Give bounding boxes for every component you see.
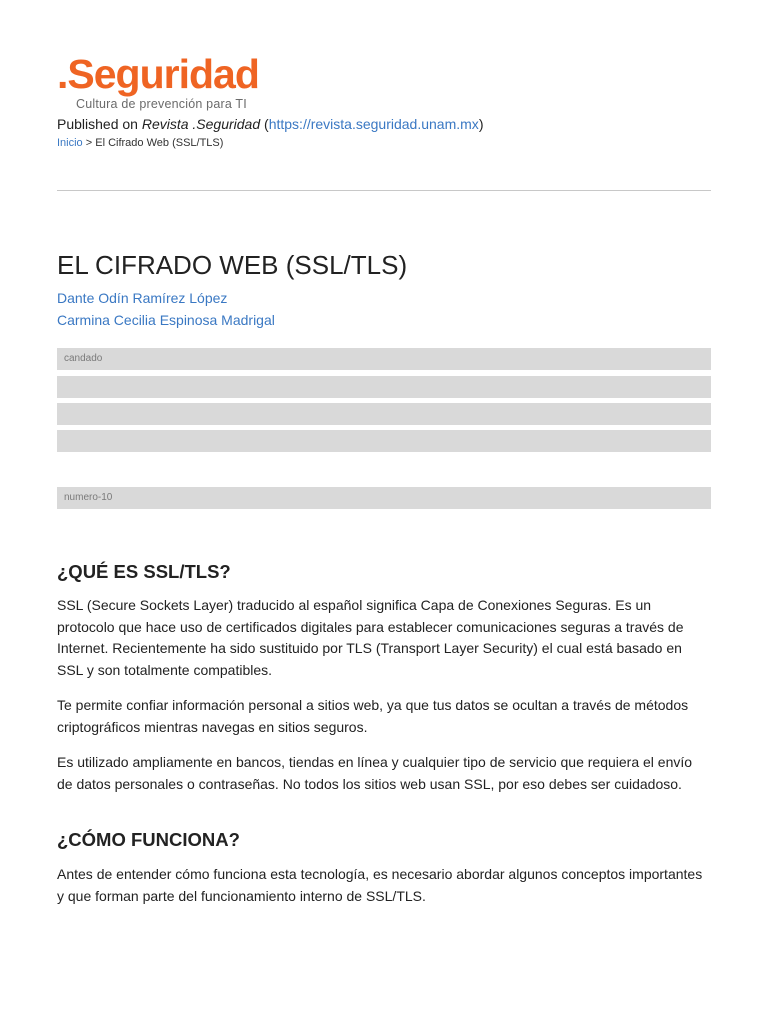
breadcrumb-current: El Cifrado Web (SSL/TLS) — [95, 137, 224, 149]
tag-bar — [57, 430, 711, 452]
section-heading-que-es: ¿QUÉ ES SSL/TLS? — [57, 561, 231, 582]
published-paren-open: ( — [260, 116, 269, 132]
published-prefix: Published on — [57, 116, 142, 132]
tag-bar-label: candado — [64, 353, 103, 364]
tag-bar — [57, 403, 711, 425]
published-paren-close: ) — [478, 116, 484, 132]
header-divider — [57, 190, 711, 191]
logo-tagline: Cultura de prevención para TI — [76, 97, 247, 111]
paragraph: SSL (Secure Sockets Layer) traducido al español significa Capa de Conexiones Seguras. Es un protocolo que hace uso de certificados digitales para establecer comunicaciones seguras a través de Internet. Recientemente ha sido sustituido por TLS (Transport Layer Security) el cual está basado en SSL y son totalmente compatibles. — [57, 597, 684, 678]
breadcrumb — [57, 137, 223, 149]
published-site-name: Revista .Seguridad — [141, 116, 261, 132]
published-url-link[interactable]: https://revista.seguridad.unam.mx — [268, 116, 479, 132]
logo-wordmark: .Seguridad — [57, 52, 259, 97]
author-link[interactable]: Carmina Cecilia Espinosa Madrigal — [57, 312, 275, 328]
paragraph: Es utilizado ampliamente en bancos, tiendas en línea y cualquier tipo de servicio que requiera el envío de datos personales o contraseñas. No todos los sitios web usan SSL, por eso debes ser cuidadoso. — [57, 754, 693, 792]
author-link[interactable]: Dante Odín Ramírez López — [57, 290, 228, 306]
section-heading-como-funciona: ¿CÓMO FUNCIONA? — [57, 829, 240, 850]
article-title: EL CIFRADO WEB (SSL/TLS) — [57, 250, 408, 280]
paragraph: Antes de entender cómo funciona esta tecnología, es necesario abordar algunos conceptos importantes y que forman parte del funcionamiento interno de SSL/TLS. — [57, 866, 703, 904]
tag-bar-numero — [57, 487, 711, 509]
published-on-line — [57, 116, 483, 132]
site-logo[interactable] — [57, 52, 277, 114]
tag-bar-label: numero-10 — [64, 492, 113, 503]
tag-bar — [57, 376, 711, 398]
tag-bar-candado — [57, 348, 711, 370]
breadcrumb-separator: > — [82, 137, 96, 149]
breadcrumb-home-link[interactable]: Inicio — [57, 137, 83, 149]
paragraph: Te permite confiar información personal a sitios web, ya que tus datos se ocultan a través de métodos criptográficos mientras navegas en sitios seguros. — [57, 697, 689, 735]
